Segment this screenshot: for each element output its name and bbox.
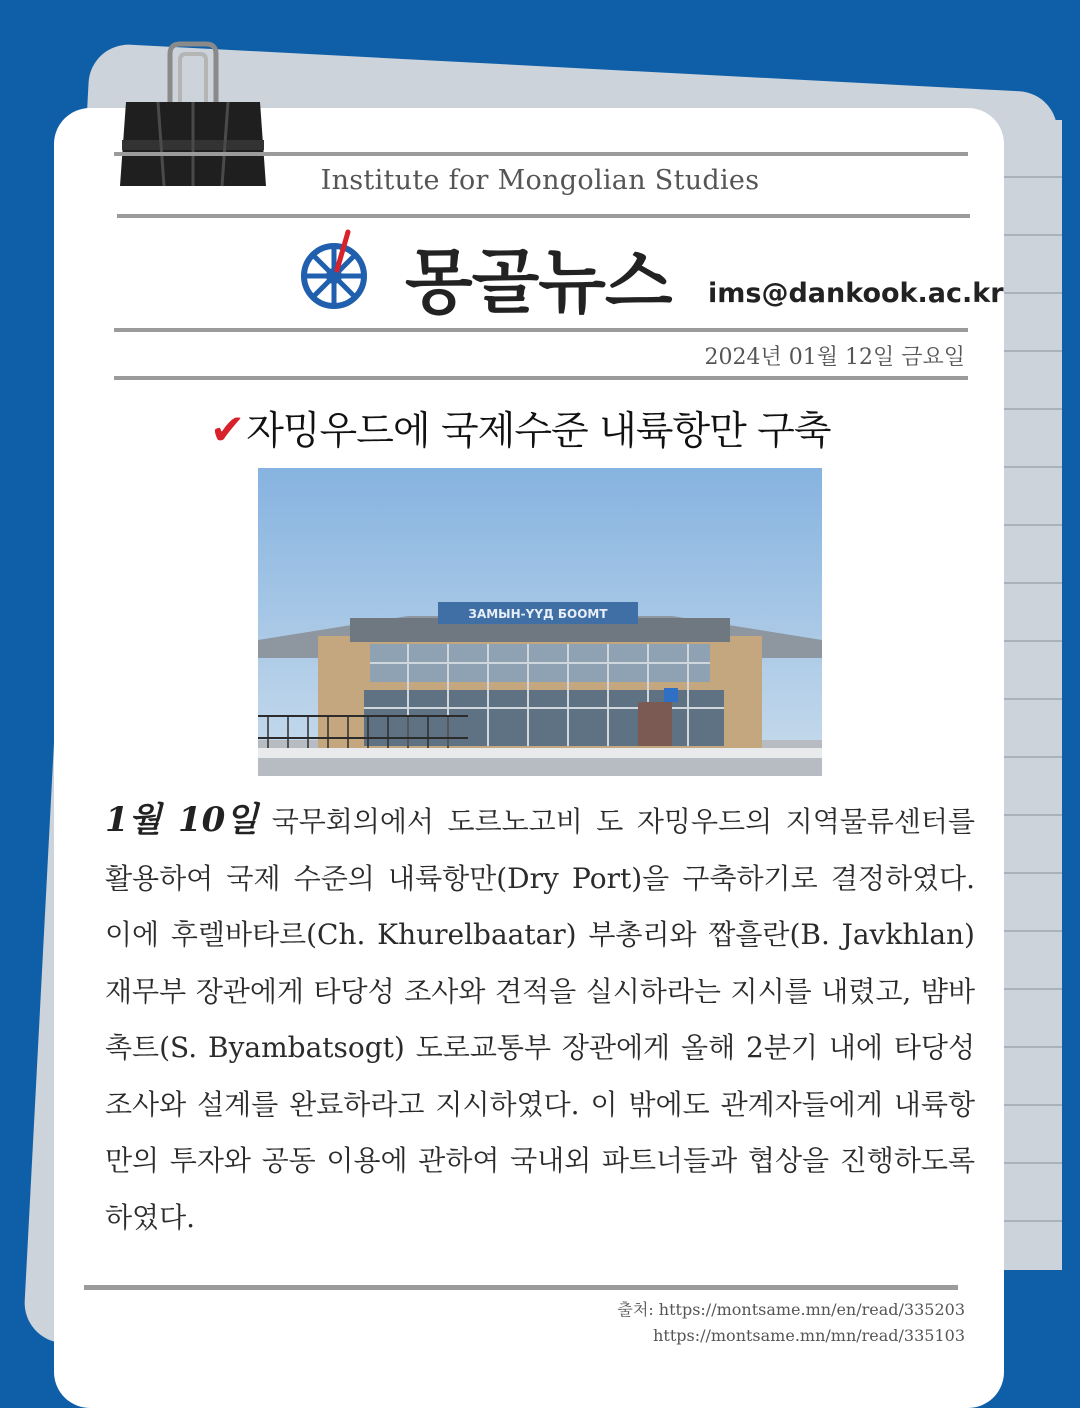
check-mark-icon: ✔ bbox=[210, 405, 245, 454]
headline-text: 자밍우드에 국제수준 내륙항만 구축 bbox=[246, 409, 831, 454]
source-block bbox=[540, 1297, 965, 1349]
institute-name: Institute for Mongolian Studies bbox=[320, 165, 760, 196]
source-link-en: 출처: https://montsame.mn/en/read/335203 bbox=[617, 1300, 965, 1319]
article-body bbox=[105, 792, 975, 1246]
article-lead-date: 1월 10일 bbox=[105, 800, 259, 840]
top-rule bbox=[114, 152, 968, 156]
institute-rule bbox=[117, 214, 970, 218]
headline bbox=[210, 400, 831, 456]
binder-clip-icon bbox=[118, 40, 268, 190]
wheel-logo-icon bbox=[300, 228, 372, 312]
port-building-photo bbox=[258, 468, 822, 776]
bottom-rule bbox=[84, 1285, 958, 1290]
issue-date: 2024년 01월 12일 금요일 bbox=[704, 345, 965, 370]
source-link-mn: https://montsame.mn/mn/read/335103 bbox=[653, 1326, 965, 1345]
date-rule bbox=[114, 376, 968, 380]
article-text: 국무회의에서 도르노고비 도 자밍우드의 지역물류센터를 활용하여 국제 수준의 내륙항만(Dry Port)을 구축하기로 결정하였다. 이에 후렐바타르(Ch. Khurelbaatar) 부총리와 짭흘란(B. Javkhlan) 재무부 장관에게 타당성 조사와 견적을 실시하라는 지시를 내렸고, 뱜바촉트(S. Byambatsogt) 도로교통부 장관에게 올해 2분기 내에 타당성 조사와 설계를 완료하라고 지시하였다. 이 밖에도 관계자들에게 내륙항만의 투자와 공동 이용에 관하여 국내외 파트너들과 협상을 진행하도록 하였다. bbox=[105, 805, 975, 1234]
building-sign: ЗАМЫН-ҮҮД БООМТ bbox=[468, 607, 608, 621]
title-rule bbox=[114, 328, 968, 332]
contact-email: ims@dankook.ac.kr bbox=[708, 278, 1004, 309]
newsletter-title: 몽골뉴스 bbox=[405, 241, 672, 323]
